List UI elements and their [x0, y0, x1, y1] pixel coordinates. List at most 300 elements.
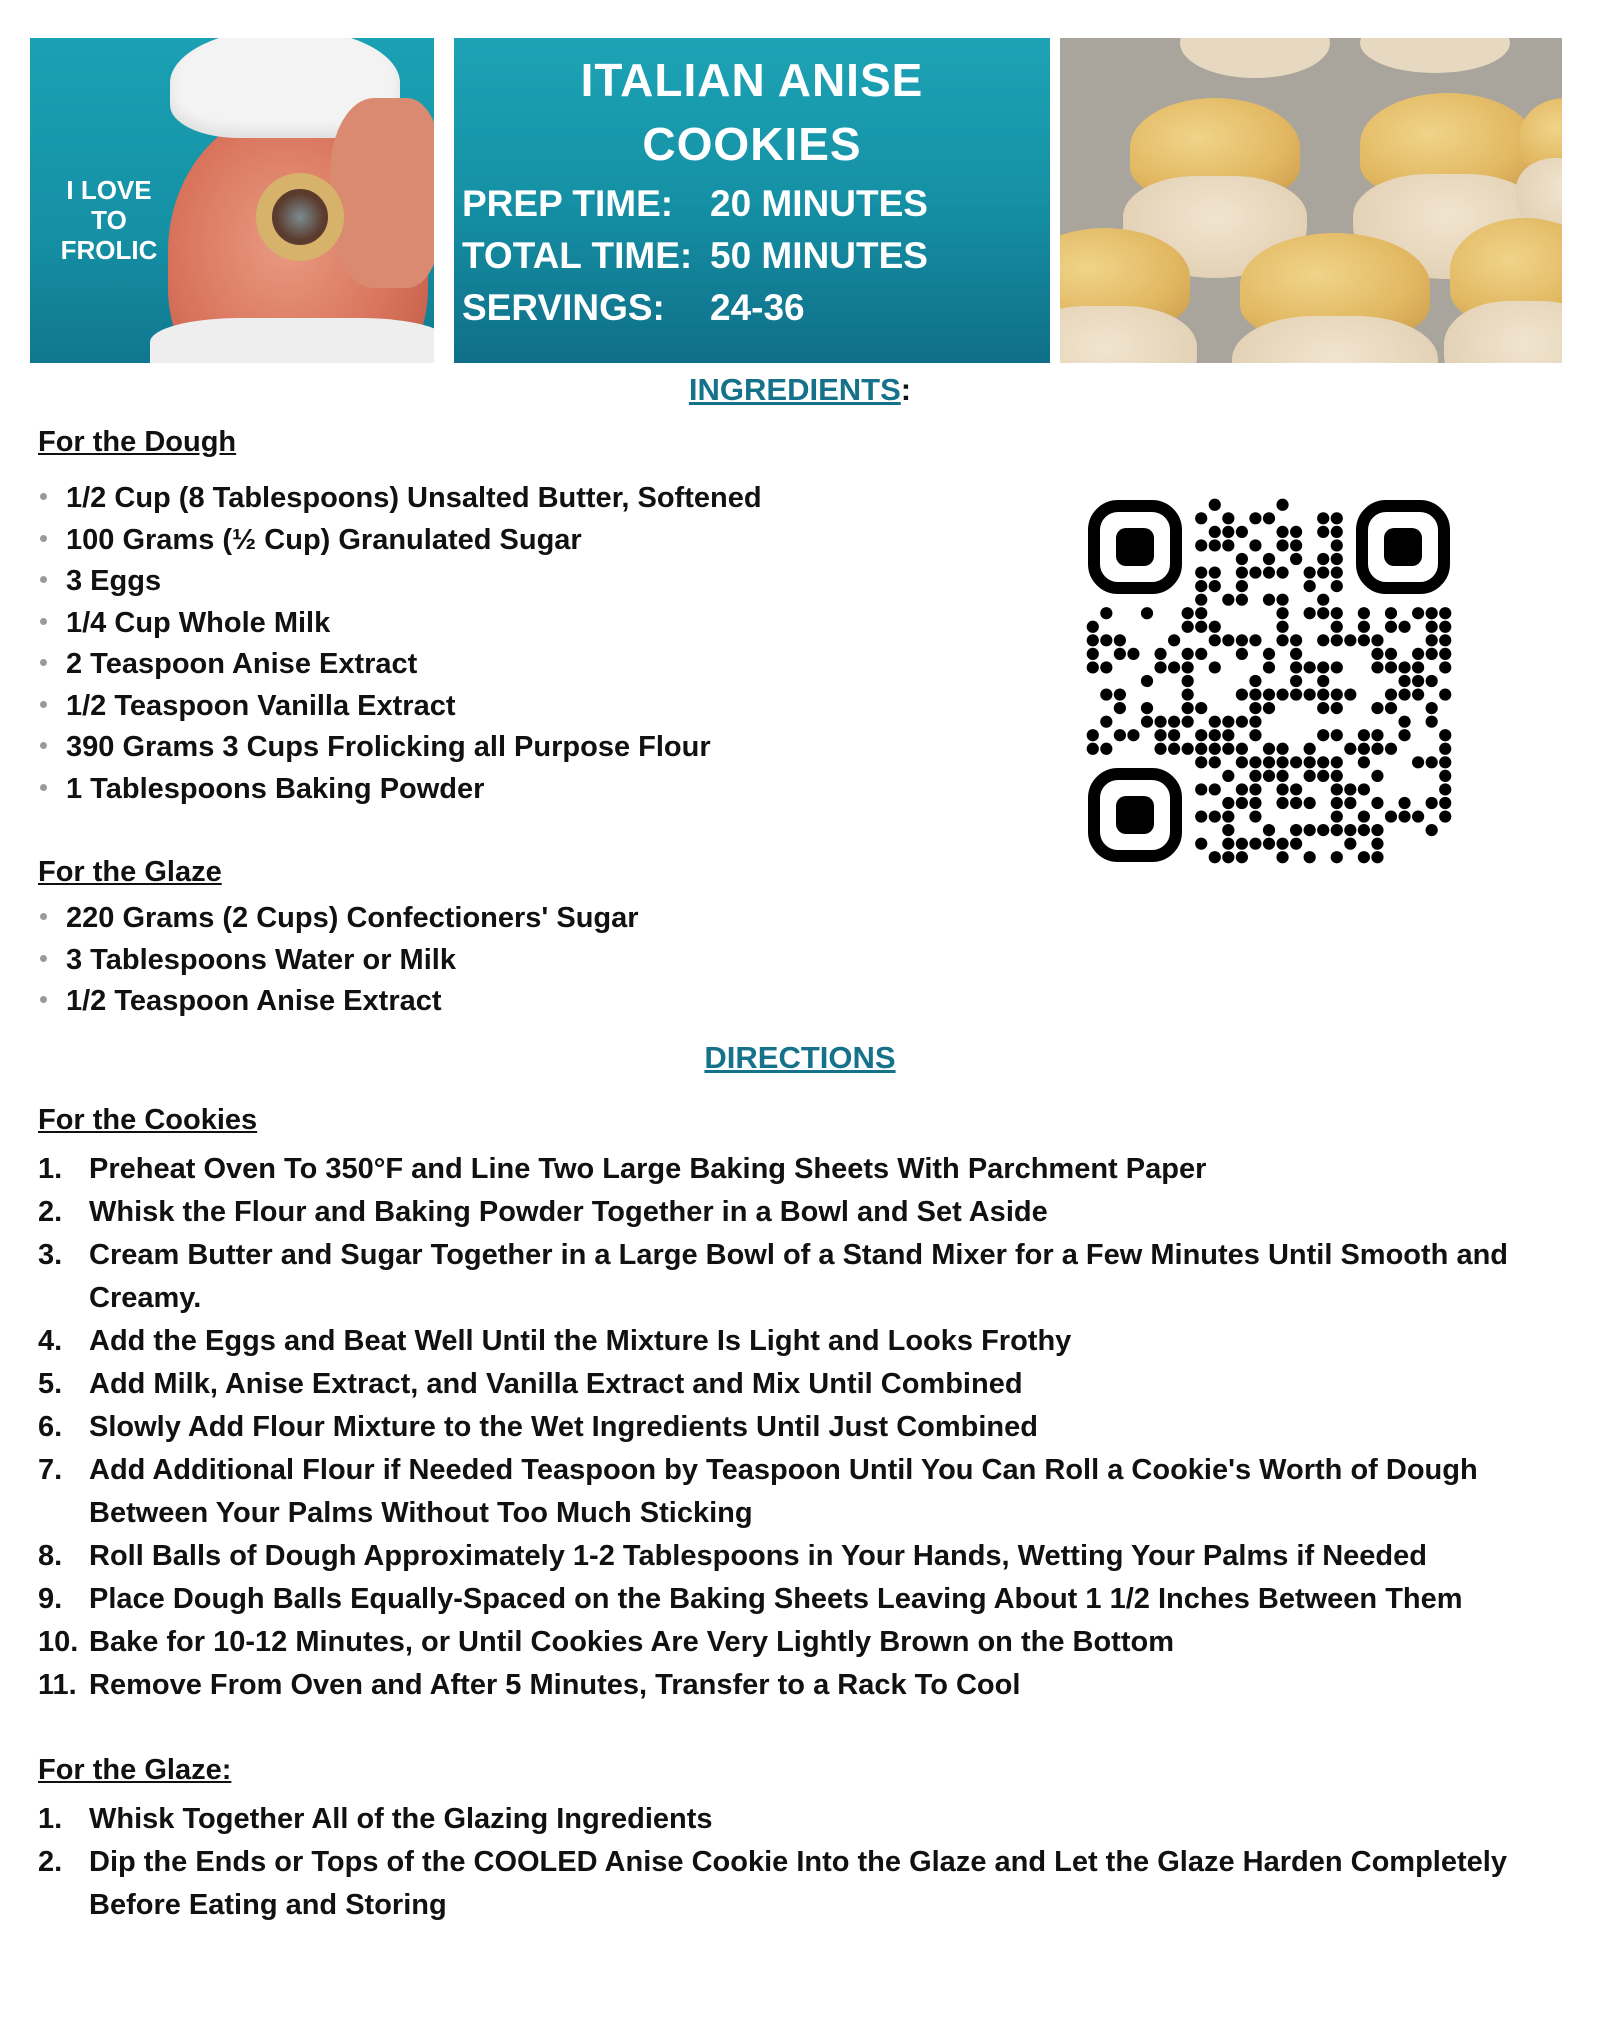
recipe-meta [462, 178, 928, 334]
qr-dot [1304, 743, 1316, 755]
qr-dot [1249, 702, 1261, 714]
list-item [38, 603, 762, 645]
qr-dot [1426, 648, 1438, 660]
qr-dot [1263, 770, 1275, 782]
list-item [38, 981, 639, 1023]
qr-dot [1263, 594, 1275, 606]
qr-dot [1398, 688, 1410, 700]
qr-dot [1087, 634, 1099, 646]
step-text: Whisk Together All of the Glazing Ingredients [89, 1803, 713, 1835]
qr-dot [1317, 594, 1329, 606]
qr-dot [1168, 729, 1180, 741]
qr-dot [1385, 661, 1397, 673]
qr-dot [1290, 634, 1302, 646]
bullet-icon [40, 576, 47, 583]
qr-dot [1222, 634, 1234, 646]
qr-dot [1100, 716, 1112, 728]
qr-dot [1358, 621, 1370, 633]
qr-dot [1331, 702, 1343, 714]
qr-dot [1317, 729, 1329, 741]
qr-dot [1276, 688, 1288, 700]
qr-dot [1304, 851, 1316, 863]
qr-dot [1222, 770, 1234, 782]
qr-dot [1426, 675, 1438, 687]
step-number: 1. [38, 1153, 63, 1185]
list-item [38, 1798, 1568, 1841]
logo-line: I LOVE [66, 175, 152, 205]
qr-dot [1290, 797, 1302, 809]
bullet-icon [40, 493, 47, 500]
qr-dot [1263, 566, 1275, 578]
qr-dot [1127, 729, 1139, 741]
recipe-header [30, 38, 1562, 363]
qr-dot [1398, 810, 1410, 822]
qr-dot [1317, 526, 1329, 538]
meta-value: 24-36 [710, 287, 805, 328]
qr-dot [1358, 851, 1370, 863]
qr-dot [1154, 648, 1166, 660]
qr-dot [1385, 688, 1397, 700]
qr-dot [1222, 716, 1234, 728]
ingredients-heading-text: INGREDIENTS [688, 372, 901, 407]
qr-dot [1276, 539, 1288, 551]
qr-dot [1317, 770, 1329, 782]
qr-dot [1127, 648, 1139, 660]
qr-dot [1304, 797, 1316, 809]
qr-dot [1236, 594, 1248, 606]
list-item [38, 478, 762, 520]
qr-dot [1344, 743, 1356, 755]
cookie-image [1240, 233, 1430, 363]
qr-dot [1398, 797, 1410, 809]
list-item [38, 1363, 1568, 1406]
qr-dot [1439, 797, 1451, 809]
qr-dot [1195, 607, 1207, 619]
qr-dot [1209, 661, 1221, 673]
recipe-title [454, 48, 1050, 176]
logo-line: TO [91, 205, 127, 235]
qr-dot [1358, 756, 1370, 768]
qr-dot [1263, 743, 1275, 755]
qr-dot [1249, 716, 1261, 728]
qr-dot [1209, 743, 1221, 755]
qr-dot [1182, 702, 1194, 714]
qr-dot [1087, 648, 1099, 660]
qr-dot [1209, 621, 1221, 633]
qr-dot [1222, 810, 1234, 822]
qr-dot [1426, 716, 1438, 728]
qr-dot [1154, 729, 1166, 741]
list-item [38, 1320, 1568, 1363]
title-panel [454, 38, 1050, 363]
qr-dot [1087, 729, 1099, 741]
qr-dot [1439, 661, 1451, 673]
qr-dot [1385, 621, 1397, 633]
qr-dot [1249, 566, 1261, 578]
qr-dot [1344, 824, 1356, 836]
meta-label: PREP TIME: [462, 183, 674, 224]
qr-dot [1439, 743, 1451, 755]
list-item [38, 1234, 1568, 1320]
qr-dot [1236, 648, 1248, 660]
qr-dot [1249, 512, 1261, 524]
step-number: 11. [38, 1669, 77, 1701]
qr-dot [1276, 607, 1288, 619]
ingredient-text: 1/4 Cup Whole Milk [66, 606, 331, 639]
qr-dot [1236, 566, 1248, 578]
qr-dot [1290, 526, 1302, 538]
qr-dot [1222, 838, 1234, 850]
qr-dot [1209, 851, 1221, 863]
qr-dot [1317, 702, 1329, 714]
qr-dot [1195, 566, 1207, 578]
qr-dot [1344, 783, 1356, 795]
meta-label: SERVINGS: [462, 287, 665, 328]
qr-dot [1222, 512, 1234, 524]
ingredient-text: 3 Eggs [66, 565, 162, 597]
qr-dot [1331, 526, 1343, 538]
qr-dot [1290, 539, 1302, 551]
qr-dot [1249, 838, 1261, 850]
bullet-icon [40, 955, 47, 962]
step-number: 2. [38, 1846, 63, 1878]
list-item [38, 769, 762, 811]
title-line: COOKIES [642, 118, 862, 170]
qr-dot [1439, 634, 1451, 646]
qr-dot [1236, 797, 1248, 809]
cookies-photo [1060, 38, 1562, 363]
qr-dot [1358, 824, 1370, 836]
qr-dot [1182, 661, 1194, 673]
list-item [38, 1664, 1568, 1707]
qr-dot [1141, 702, 1153, 714]
qr-dot [1290, 648, 1302, 660]
qr-dot [1209, 634, 1221, 646]
qr-dot [1263, 553, 1275, 565]
cookie-ring-image [256, 173, 344, 261]
qr-dot [1100, 688, 1112, 700]
qr-dot [1195, 756, 1207, 768]
qr-dot [1087, 661, 1099, 673]
qr-dot [1236, 526, 1248, 538]
step-number: 1. [38, 1803, 63, 1835]
qr-dot [1412, 688, 1424, 700]
step-number: 3. [38, 1239, 63, 1271]
qr-dot [1182, 648, 1194, 660]
qr-dot [1385, 810, 1397, 822]
qr-dot [1290, 783, 1302, 795]
step-number: 8. [38, 1540, 63, 1572]
qr-dot [1276, 770, 1288, 782]
qr-dot [1276, 499, 1288, 511]
step-number: 9. [38, 1583, 63, 1615]
qr-dot [1317, 512, 1329, 524]
qr-dot [1439, 607, 1451, 619]
qr-dot [1358, 729, 1370, 741]
list-item [38, 520, 762, 562]
bullet-icon [40, 784, 47, 791]
qr-dot [1114, 729, 1126, 741]
step-number: 7. [38, 1454, 63, 1486]
qr-dot [1276, 526, 1288, 538]
title-line: ITALIAN ANISE [580, 54, 924, 106]
qr-dot [1344, 797, 1356, 809]
qr-dot [1276, 783, 1288, 795]
cookie-image [1060, 228, 1190, 363]
qr-dot [1114, 648, 1126, 660]
qr-dot [1249, 756, 1261, 768]
qr-dot [1276, 756, 1288, 768]
qr-dot [1249, 539, 1261, 551]
qr-dot [1154, 661, 1166, 673]
qr-dot [1398, 621, 1410, 633]
qr-dot [1249, 770, 1261, 782]
qr-dot [1276, 594, 1288, 606]
step-text: Place Dough Balls Equally-Spaced on the Baking Sheets Leaving About 1 1/2 Inches Between Them [89, 1583, 1463, 1615]
qr-dot [1290, 553, 1302, 565]
list-item [38, 644, 762, 686]
qr-dot [1141, 607, 1153, 619]
qr-dot [1426, 797, 1438, 809]
qr-dot [1222, 851, 1234, 863]
ingredient-text: 3 Tablespoons Water or Milk [66, 943, 456, 976]
qr-dot [1331, 783, 1343, 795]
qr-dot [1195, 729, 1207, 741]
qr-dot [1263, 688, 1275, 700]
qr-dot [1398, 675, 1410, 687]
qr-dot [1426, 702, 1438, 714]
qr-dot [1371, 838, 1383, 850]
qr-dot [1398, 729, 1410, 741]
qr-dot [1263, 512, 1275, 524]
qr-dot [1290, 688, 1302, 700]
cookie-image [1450, 218, 1562, 363]
qr-dot [1249, 634, 1261, 646]
step-text: Cream Butter and Sugar Together in a Large Bowl of a Stand Mixer for a Few Minutes Until Smooth and Creamy. [89, 1239, 1509, 1314]
qr-dot [1398, 661, 1410, 673]
qr-dot [1236, 838, 1248, 850]
qr-dot [1100, 607, 1112, 619]
qr-dot [1182, 607, 1194, 619]
list-item [38, 1406, 1568, 1449]
qr-dot [1331, 539, 1343, 551]
qr-dot [1371, 797, 1383, 809]
qr-dot [1236, 688, 1248, 700]
qr-dot [1439, 770, 1451, 782]
qr-dot [1154, 716, 1166, 728]
qr-dot [1276, 797, 1288, 809]
ingredient-text: 1/2 Teaspoon Anise Extract [66, 985, 442, 1017]
qr-dot [1371, 824, 1383, 836]
qr-dot [1236, 553, 1248, 565]
qr-dot [1371, 729, 1383, 741]
qr-dot [1168, 661, 1180, 673]
dough-subheading: For the Dough [38, 426, 237, 458]
qr-dot [1331, 634, 1343, 646]
list-item [38, 1578, 1568, 1621]
cookie-steps-list [38, 1148, 1568, 1707]
qr-dot [1249, 783, 1261, 795]
ingredients-heading [0, 372, 1600, 408]
list-item [38, 1449, 1568, 1535]
qr-dot [1371, 702, 1383, 714]
qr-dot [1276, 743, 1288, 755]
qr-dot [1290, 675, 1302, 687]
qr-dot [1222, 797, 1234, 809]
qr-dot [1331, 661, 1343, 673]
qr-dot [1290, 661, 1302, 673]
qr-dot [1209, 526, 1221, 538]
qr-dot [1358, 607, 1370, 619]
qr-dot [1087, 743, 1099, 755]
qr-dot [1249, 797, 1261, 809]
qr-dot [1195, 539, 1207, 551]
qr-dot [1331, 607, 1343, 619]
meta-value: 50 MINUTES [710, 235, 928, 276]
qr-dot [1358, 743, 1370, 755]
qr-code-icon[interactable] [1086, 498, 1452, 864]
qr-dot [1249, 675, 1261, 687]
qr-dot [1344, 634, 1356, 646]
bullet-icon [40, 618, 47, 625]
qr-dot [1154, 743, 1166, 755]
qr-dot [1195, 810, 1207, 822]
bullet-icon [40, 701, 47, 708]
qr-dot [1249, 729, 1261, 741]
qr-dot [1398, 716, 1410, 728]
qr-dot [1439, 688, 1451, 700]
meta-label: TOTAL TIME: [462, 235, 693, 276]
step-number: 2. [38, 1196, 63, 1228]
qr-dot [1385, 702, 1397, 714]
qr-dot [1304, 661, 1316, 673]
qr-dot [1182, 743, 1194, 755]
qr-dot [1141, 716, 1153, 728]
glaze-steps-list [38, 1798, 1568, 1927]
qr-dot [1100, 634, 1112, 646]
qr-dot [1412, 810, 1424, 822]
list-item [38, 1841, 1568, 1927]
qr-dot [1426, 621, 1438, 633]
bullet-icon [40, 996, 47, 1003]
qr-dot [1304, 756, 1316, 768]
qr-dot [1371, 648, 1383, 660]
qr-dot [1290, 756, 1302, 768]
qr-dot [1304, 607, 1316, 619]
qr-dot [1263, 702, 1275, 714]
step-text: Add Additional Flour if Needed Teaspoon by Teaspoon Until You Can Roll a Cookie's Worth of Dough Between Your Palms Without Too Much Sticking [89, 1454, 1478, 1529]
list-item [38, 1535, 1568, 1578]
qr-dot [1331, 824, 1343, 836]
qr-dot [1358, 810, 1370, 822]
qr-dot [1317, 566, 1329, 578]
qr-dot [1344, 838, 1356, 850]
list-item [38, 940, 639, 982]
qr-dot [1141, 675, 1153, 687]
qr-dot [1317, 688, 1329, 700]
qr-dot [1236, 851, 1248, 863]
directions-heading: DIRECTIONS [704, 1040, 896, 1075]
qr-dot [1236, 756, 1248, 768]
step-text: Dip the Ends or Tops of the COOLED Anise Cookie Into the Glaze and Let the Glaze Harden Completely Before Eating and Storing [89, 1846, 1507, 1921]
list-item [38, 1621, 1568, 1664]
ingredient-text: 390 Grams 3 Cups Frolicking all Purpose Flour [66, 731, 711, 763]
qr-dot [1087, 621, 1099, 633]
qr-dot [1385, 648, 1397, 660]
qr-dot [1385, 607, 1397, 619]
qr-dot [1276, 621, 1288, 633]
qr-dot [1195, 783, 1207, 795]
qr-dot [1331, 512, 1343, 524]
bullet-icon [40, 913, 47, 920]
ingredient-text: 1 Tablespoons Baking Powder [66, 772, 485, 805]
qr-dot [1182, 688, 1194, 700]
ingredient-text: 1/2 Teaspoon Vanilla Extract [66, 689, 456, 722]
qr-dot [1304, 566, 1316, 578]
step-number: 4. [38, 1325, 63, 1357]
qr-dot [1236, 716, 1248, 728]
qr-dot [1263, 838, 1275, 850]
qr-dot [1331, 621, 1343, 633]
ingredient-text: 220 Grams (2 Cups) Confectioners' Sugar [66, 902, 639, 934]
heading-colon: : [900, 372, 912, 407]
qr-dot [1195, 594, 1207, 606]
glaze-ingredient-list [38, 898, 639, 1023]
qr-dot [1222, 526, 1234, 538]
qr-dot [1358, 634, 1370, 646]
step-text: Bake for 10-12 Minutes, or Until Cookies Are Very Lightly Brown on the Bottom [89, 1626, 1174, 1658]
qr-dot [1331, 810, 1343, 822]
qr-dot [1412, 607, 1424, 619]
list-item [38, 686, 762, 728]
qr-dot [1209, 783, 1221, 795]
qr-dot [1290, 838, 1302, 850]
bullet-icon [40, 742, 47, 749]
qr-dot [1331, 770, 1343, 782]
qr-dot [1317, 675, 1329, 687]
qr-dot [1317, 824, 1329, 836]
qr-dot [1222, 743, 1234, 755]
qr-dot [1371, 743, 1383, 755]
qr-dot [1236, 580, 1248, 592]
qr-dot [1209, 539, 1221, 551]
meta-value: 20 MINUTES [710, 183, 928, 224]
dough-ingredient-list [38, 478, 762, 810]
qr-dot [1263, 756, 1275, 768]
step-text: Remove From Oven and After 5 Minutes, Transfer to a Rack To Cool [89, 1669, 1021, 1701]
qr-dot [1114, 702, 1126, 714]
qr-dot [1222, 729, 1234, 741]
prep-time-row [462, 178, 928, 230]
qr-dot [1412, 675, 1424, 687]
qr-dot [1263, 824, 1275, 836]
qr-dot [1209, 716, 1221, 728]
qr-dot [1358, 783, 1370, 795]
step-text: Add the Eggs and Beat Well Until the Mixture Is Light and Looks Frothy [89, 1325, 1072, 1357]
qr-dot [1168, 634, 1180, 646]
cookie-image [1520, 98, 1562, 228]
qr-dot [1209, 580, 1221, 592]
qr-dot [1222, 539, 1234, 551]
qr-dot [1276, 566, 1288, 578]
qr-dot [1304, 580, 1316, 592]
ingredient-text: 2 Teaspoon Anise Extract [66, 648, 418, 680]
list-item [38, 561, 762, 603]
qr-dot [1426, 634, 1438, 646]
qr-dot [1249, 688, 1261, 700]
list-item [38, 1148, 1568, 1191]
qr-dot [1182, 675, 1194, 687]
